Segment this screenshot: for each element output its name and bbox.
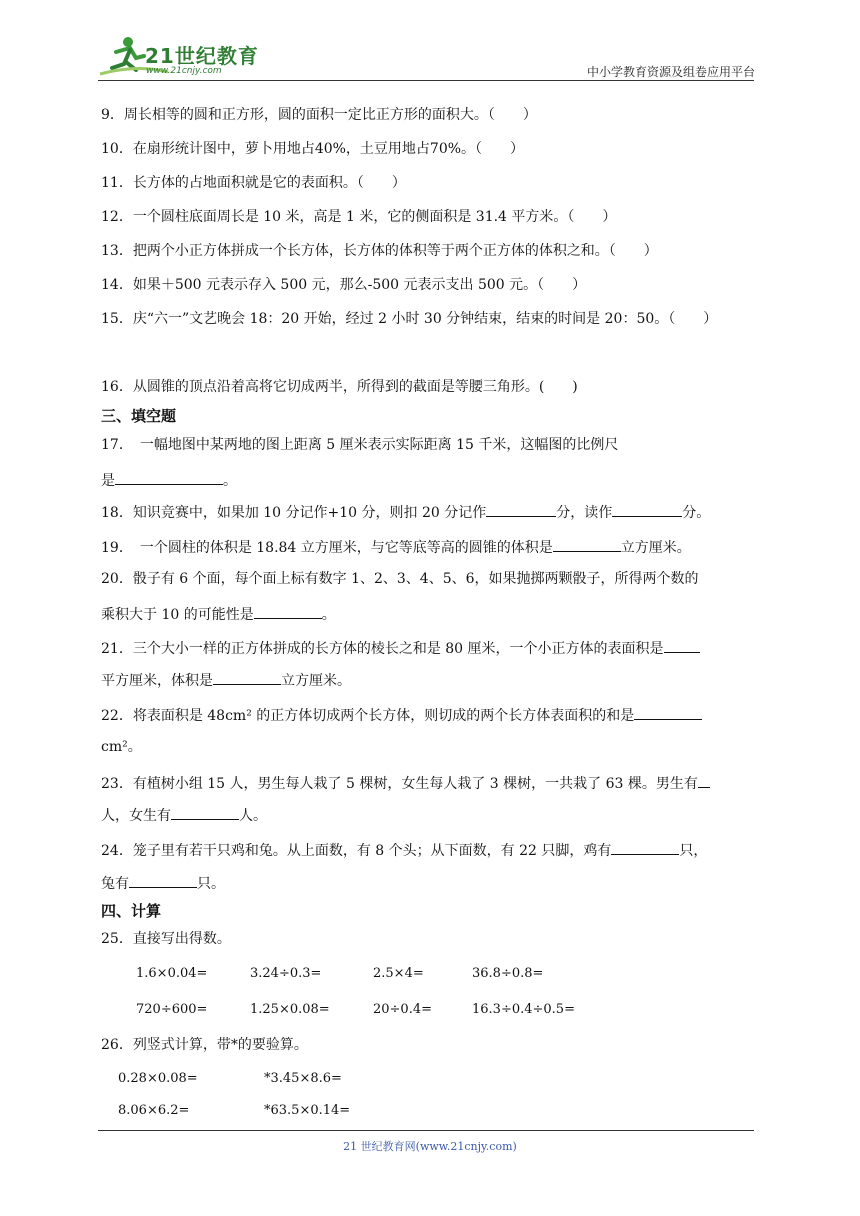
question-14: 14．如果＋500 元表示存入 500 元，那么-500 元表示支出 500 元。（ ） [101, 277, 587, 293]
calc-item: 1.25×0.08= [250, 1002, 330, 1017]
section-heading-fill: 三、填空题 [101, 407, 177, 425]
section-heading-calc: 四、计算 [101, 902, 162, 920]
calc-item: 0.28×0.08= [118, 1071, 198, 1086]
question-21-line1: 21．三个大小一样的正方体拼成的长方体的棱长之和是 80 厘米，一个小正方体的表面积是 [101, 638, 700, 658]
calc-item: 16.3÷0.4÷0.5= [472, 1002, 575, 1017]
footer-divider [98, 1130, 754, 1131]
calc-item: 36.8÷0.8= [472, 966, 544, 981]
calc-item: 2.5×4= [373, 966, 424, 981]
answer-blank[interactable] [115, 470, 223, 485]
question-26-prompt: 26．列竖式计算，带*的要验算。 [101, 1037, 308, 1053]
question-12: 12．一个圆柱底面周长是 10 米，高是 1 米，它的侧面积是 31.4 平方米。（ ） [101, 209, 617, 225]
platform-title: 中小学教育资源及组卷应用平台 [586, 65, 755, 79]
question-22-line2: cm²。 [101, 739, 142, 755]
calc-item: 20÷0.4= [373, 1002, 433, 1017]
brand-name: 21世纪教育 [145, 44, 259, 68]
answer-blank[interactable] [129, 873, 197, 888]
answer-blank[interactable] [171, 805, 239, 820]
calc-item: 1.6×0.04= [136, 966, 208, 981]
calc-item: *63.5×0.14= [264, 1103, 351, 1118]
answer-blank[interactable] [611, 840, 679, 855]
question-23-line2: 人，女生有 人。 [101, 805, 267, 825]
question-15: 15．庆“六一”文艺晚会 18：20 开始，经过 2 小时 30 分钟结束，结束的时间是 20：50。（ ） [101, 311, 718, 327]
header-divider [98, 80, 754, 81]
answer-blank[interactable] [486, 502, 556, 517]
answer-blank[interactable] [664, 638, 700, 653]
question-18: 18．知识竞赛中，如果加 10 分记作+10 分，则扣 20 分记作 分，读作 分。 [101, 502, 710, 522]
question-25-prompt: 25．直接写出得数。 [101, 931, 231, 947]
question-22-line1: 22．将表面积是 48cm² 的正方体切成两个长方体，则切成的两个长方体表面积的和是 [101, 705, 702, 725]
answer-blank[interactable] [634, 705, 702, 720]
question-21-line2: 平方厘米，体积是 立方厘米。 [101, 670, 351, 690]
answer-blank[interactable] [254, 604, 322, 619]
question-20-line1: 20．骰子有 6 个面，每个面上标有数字 1、2、3、4、5、6，如果抛掷两颗骰子，所得两个数的 [101, 571, 699, 587]
question-17-line2: 是 。 [101, 470, 237, 490]
question-24-line2: 兔有 只。 [101, 873, 225, 893]
footer-text: 21 世纪教育网(www.21cnjy.com) [343, 1140, 517, 1153]
calc-item: 720÷600= [136, 1002, 208, 1017]
answer-blank[interactable] [213, 670, 281, 685]
question-9: 9．周长相等的圆和正方形，圆的面积一定比正方形的面积大。（ ） [101, 107, 537, 123]
calc-item: 8.06×6.2= [118, 1103, 190, 1118]
answer-blank[interactable] [612, 502, 682, 517]
question-19: 19． 一个圆柱的体积是 18.84 立方厘米，与它等底等高的圆锥的体积是 立方厘米。 [101, 537, 691, 557]
question-16: 16．从圆锥的顶点沿着高将它切成两半，所得到的截面是等腰三角形。( ) [101, 379, 578, 395]
question-20-line2: 乘积大于 10 的可能性是 。 [101, 604, 336, 624]
brand-url: www.21cnjy.com [146, 66, 222, 76]
calc-item: 3.24÷0.3= [250, 966, 322, 981]
question-11: 11．长方体的占地面积就是它的表面积。（ ） [101, 175, 406, 191]
calc-item: *3.45×8.6= [264, 1071, 342, 1086]
answer-blank[interactable] [698, 773, 710, 788]
answer-blank[interactable] [553, 537, 621, 552]
question-13: 13．把两个小正方体拼成一个长方体，长方体的体积等于两个正方体的体积之和。（ ） [101, 243, 658, 259]
question-23-line1: 23．有植树小组 15 人，男生每人栽了 5 棵树，女生每人栽了 3 棵树，一共栽了 63 棵。男生有 [101, 773, 710, 793]
question-24-line1: 24．笼子里有若干只鸡和兔。从上面数，有 8 个头；从下面数，有 22 只脚，鸡有 只， [101, 840, 707, 860]
question-10: 10．在扇形统计图中，萝卜用地占40%，土豆用地占70%。（ ） [101, 141, 525, 157]
question-17-line1: 17． 一幅地图中某两地的图上距离 5 厘米表示实际距离 15 千米，这幅图的比例尺 [101, 437, 619, 453]
